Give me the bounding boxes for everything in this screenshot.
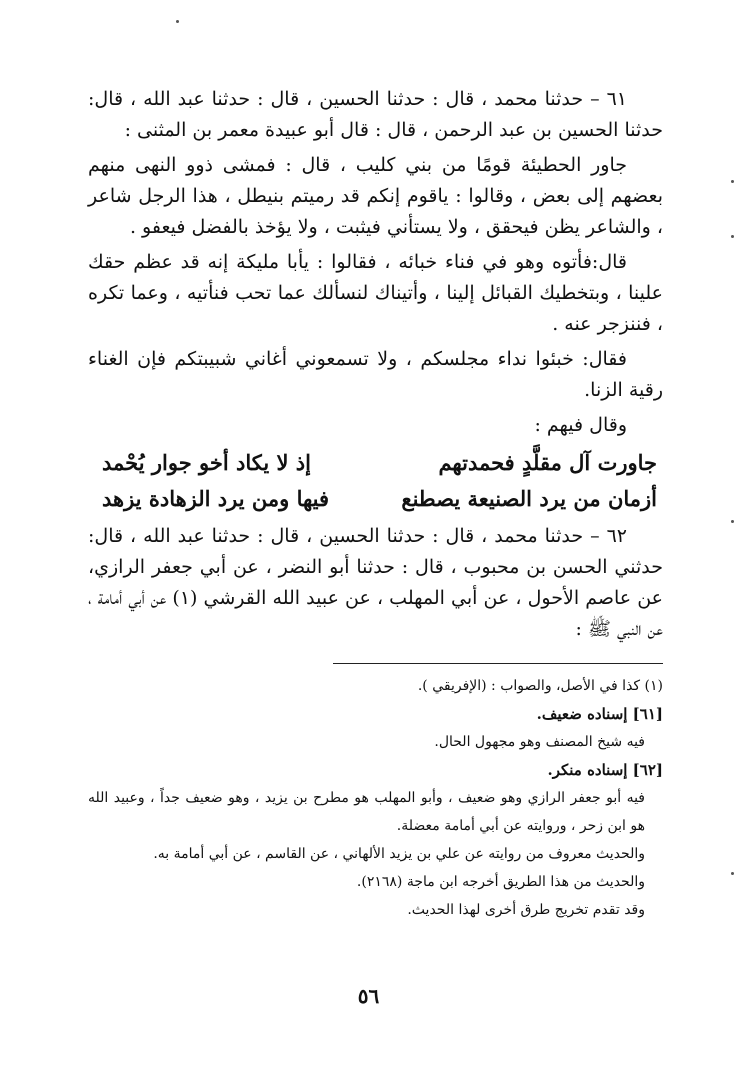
verse-hemistich-second: إذ لا يكاد أخو جوار يُحْمد xyxy=(102,450,311,475)
verse-hemistich-first: أزمان من يرد الصنيعة يصطنع xyxy=(401,486,657,511)
hadith-61-text-3: فقال: خبئوا نداء مجلسكم ، ولا تسمعوني أغاني شبيبتكم فإن الغناء رقية الزنا. xyxy=(88,348,663,401)
verse-hemistich-second: فيها ومن يرد الزهادة يزهد xyxy=(102,486,330,511)
footnote-62-text-2: والحديث معروف من روايته عن علي بن يزيد الألهاني ، عن القاسم ، عن أبي أمامة به. xyxy=(153,846,645,862)
verse-line xyxy=(88,481,663,517)
footnote-divider xyxy=(333,663,663,664)
book-page xyxy=(88,84,663,924)
footnote-62-text-3: والحديث من هذا الطريق أخرجه ابن ماجة (٢١٦٨). xyxy=(356,874,645,890)
scan-speck xyxy=(731,520,734,523)
verse-hemistich-first: جاورت آل مقلَّدٍ فحمدتهم xyxy=(438,450,657,475)
scan-speck xyxy=(176,20,179,23)
page-number: ٥٦ xyxy=(357,984,380,1008)
hadith-61-text-4: وقال فيهم : xyxy=(534,414,627,436)
hadith-61-isnad: ٦١ – حدثنا محمد ، قال : حدثنا الحسين ، قال : حدثنا عبد الله ، قال: حدثنا الحسين بن عبد الرحمن ، قال : قال أبو عبيدة معمر بن المثنى : xyxy=(88,88,663,141)
poem-verses xyxy=(88,445,663,517)
scan-speck xyxy=(731,180,734,183)
footnote-62-heading: [٦٢] إسناده منكر. xyxy=(547,761,663,779)
footnote-1: (١) كذا في الأصل، والصواب : (الإفريقي ). xyxy=(417,678,663,694)
hadith-61-text-2: قال:فأتوه وهو في فناء خبائه ، فقالوا : يأبا مليكة إنه قد عظم حقك علينا ، وبتخطيك القبائل إلينا ، وأتيناك لنسألك عما تحب فنأتيه ، وعما تكره ، فننزجر عنه . xyxy=(88,251,663,335)
verse-line xyxy=(88,445,663,481)
footnote-62-text-4: وقد تقدم تخريج طرق أخرى لهذا الحديث. xyxy=(407,902,645,918)
scan-speck xyxy=(731,872,734,875)
footnote-61-text: فيه شيخ المصنف وهو مجهول الحال. xyxy=(434,734,645,750)
footnote-62-text-1: فيه أبو جعفر الرازي وهو ضعيف ، وأبو المهلب هو مطرح بن يزيد ، وهو ضعيف جداً ، وعبيد الله هو ابن زحر ، وروايته عن أبي أمامة معضلة. xyxy=(88,790,645,834)
footnote-61-heading: [٦١] إسناده ضعيف. xyxy=(536,705,663,723)
scan-speck xyxy=(731,235,734,238)
hadith-61-text-1: جاور الحطيئة قومًا من بني كليب ، قال : فمشى ذوو النهى منهم بعضهم إلى بعض ، وقالوا : ياقوم إنكم قد رميتم بنيطل ، هذا الرجل شاعر ، والشاعر يظن فيحقق ، ولا يستأني فيثبت ، ولا يؤخذ بالفضل فيعفو . xyxy=(88,154,663,238)
hadith-62-isnad: ٦٢ – حدثنا محمد ، قال : حدثنا الحسين ، قال : حدثنا عبد الله ، قال: حدثني الحسن بن محبوب ، قال : حدثنا أبو النضر ، عن أبي جعفر الرازي، عن عاصم الأحول ، عن أبي المهلب ، عن عبيد الله القرشي (١) عن أبي أمامة ، عن النبي ﷺ : xyxy=(88,525,663,640)
